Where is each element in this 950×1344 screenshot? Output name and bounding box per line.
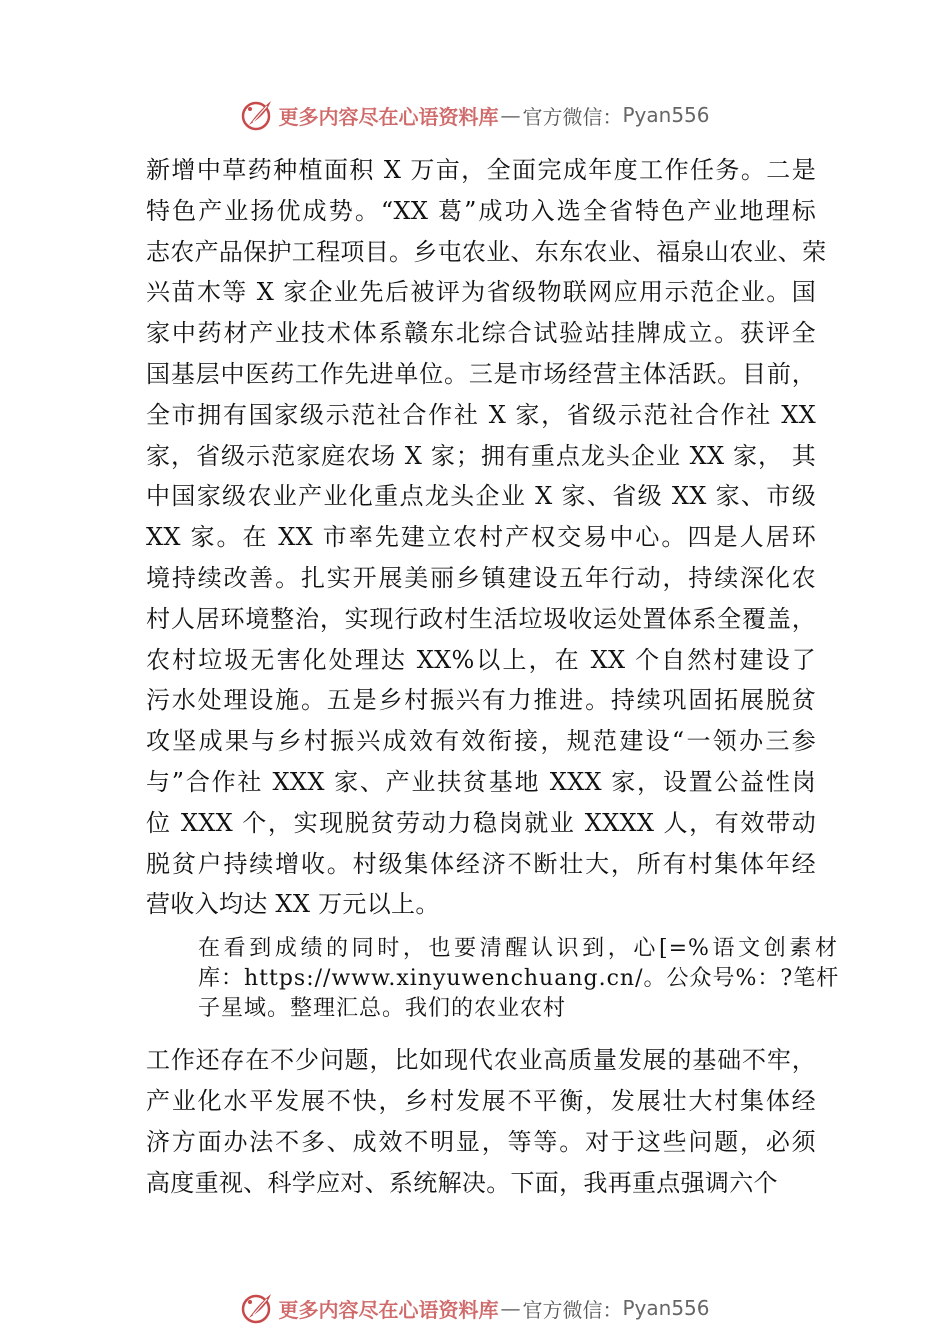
text-line: 工作还存在不少问题，比如现代农业高质量发展的基础不牢， bbox=[146, 1046, 816, 1075]
text-line: 高度重视、科学应对、系统解决。下面，我再重点强调六个 bbox=[146, 1168, 778, 1197]
text-line: 特色产业扬优成势。“XX 葛”成功入选全省特色产业地理标 bbox=[146, 196, 816, 225]
text-line: 营收入均达 XX 万元以上。 bbox=[146, 890, 440, 919]
text-line: 库：https://www.xinyuwenchuang.cn/。公众号%：?笔杆 bbox=[198, 966, 840, 992]
inserted-promo-block bbox=[198, 934, 838, 1024]
watermark-dash: — bbox=[500, 103, 521, 127]
text-line: 新增中草药种植面积 X 万亩，全面完成年度工作任务。二是 bbox=[146, 156, 816, 184]
text-line: 脱贫户持续增收。村级集体经济不断壮大，所有村集体年经 bbox=[146, 849, 816, 878]
text-line: XX 家。在 XX 市率先建立农村产权交易中心。四是人居环 bbox=[146, 523, 816, 552]
text-line: 志农产品保护工程项目。乡屯农业、东东农业、福泉山农业、荣 bbox=[146, 237, 827, 266]
watermark-account: Pyan556 bbox=[622, 1296, 710, 1320]
paragraph-1 bbox=[146, 150, 827, 925]
text-line: 全市拥有国家级示范社合作社 X 家，省级示范社合作社 XX bbox=[146, 400, 816, 429]
watermark-promo-text: 更多内容尽在心语资料库 bbox=[278, 1297, 499, 1322]
watermark-promo-text: 更多内容尽在心语资料库 bbox=[278, 104, 499, 129]
text-line: 济方面办法不多、成效不明显，等等。对于这些问题，必须 bbox=[146, 1127, 816, 1156]
document-body bbox=[146, 150, 840, 1203]
text-line: 国基层中医药工作先进单位。三是市场经营主体活跃。目前， bbox=[146, 359, 816, 388]
watermark-banner-bottom bbox=[0, 1288, 950, 1328]
watermark-wechat-label: 官方微信： bbox=[522, 104, 623, 129]
text-line: 中国家级农业产业化重点龙头企业 X 家、省级 XX 家、市级 bbox=[146, 482, 816, 511]
text-line: 家中药材产业技术体系赣东北综合试验站挂牌成立。获评全 bbox=[146, 319, 816, 348]
watermark-wechat-label: 官方微信： bbox=[522, 1297, 623, 1322]
text-line: 村人居环境整治，实现行政村生活垃圾收运处置体系全覆盖， bbox=[146, 604, 816, 633]
text-line: 位 XXX 个，实现脱贫劳动力稳岗就业 XXXX 人，有效带动 bbox=[146, 808, 816, 837]
text-line: 子星域。整理汇总。我们的农业农村 bbox=[198, 996, 567, 1022]
watermark-account: Pyan556 bbox=[622, 103, 710, 127]
quill-logo-icon bbox=[240, 98, 274, 132]
text-line: 家，省级示范家庭农场 X 家；拥有重点龙头企业 XX 家， 其 bbox=[146, 441, 816, 470]
text-line: 在看到成绩的同时，也要清醒认识到，心[=%语文创素材 bbox=[198, 936, 838, 962]
paragraph-2 bbox=[146, 1040, 816, 1203]
text-line: 攻坚成果与乡村振兴成效有效衔接，规范建设“一领办三参 bbox=[146, 727, 816, 756]
text-line: 农村垃圾无害化处理达 XX%以上，在 XX 个自然村建设了 bbox=[146, 645, 816, 674]
quill-logo-icon bbox=[240, 1291, 274, 1325]
text-line: 与”合作社 XXX 家、产业扶贫基地 XXX 家，设置公益性岗 bbox=[146, 767, 816, 796]
text-line: 污水处理设施。五是乡村振兴有力推进。持续巩固拓展脱贫 bbox=[146, 686, 816, 715]
text-line: 兴苗木等 X 家企业先后被评为省级物联网应用示范企业。国 bbox=[146, 278, 816, 307]
text-line: 境持续改善。扎实开展美丽乡镇建设五年行动，持续深化农 bbox=[146, 563, 816, 592]
watermark-dash: — bbox=[500, 1296, 521, 1320]
text-line: 产业化水平发展不快，乡村发展不平衡，发展壮大村集体经 bbox=[146, 1086, 816, 1115]
watermark-banner-top bbox=[0, 95, 950, 135]
